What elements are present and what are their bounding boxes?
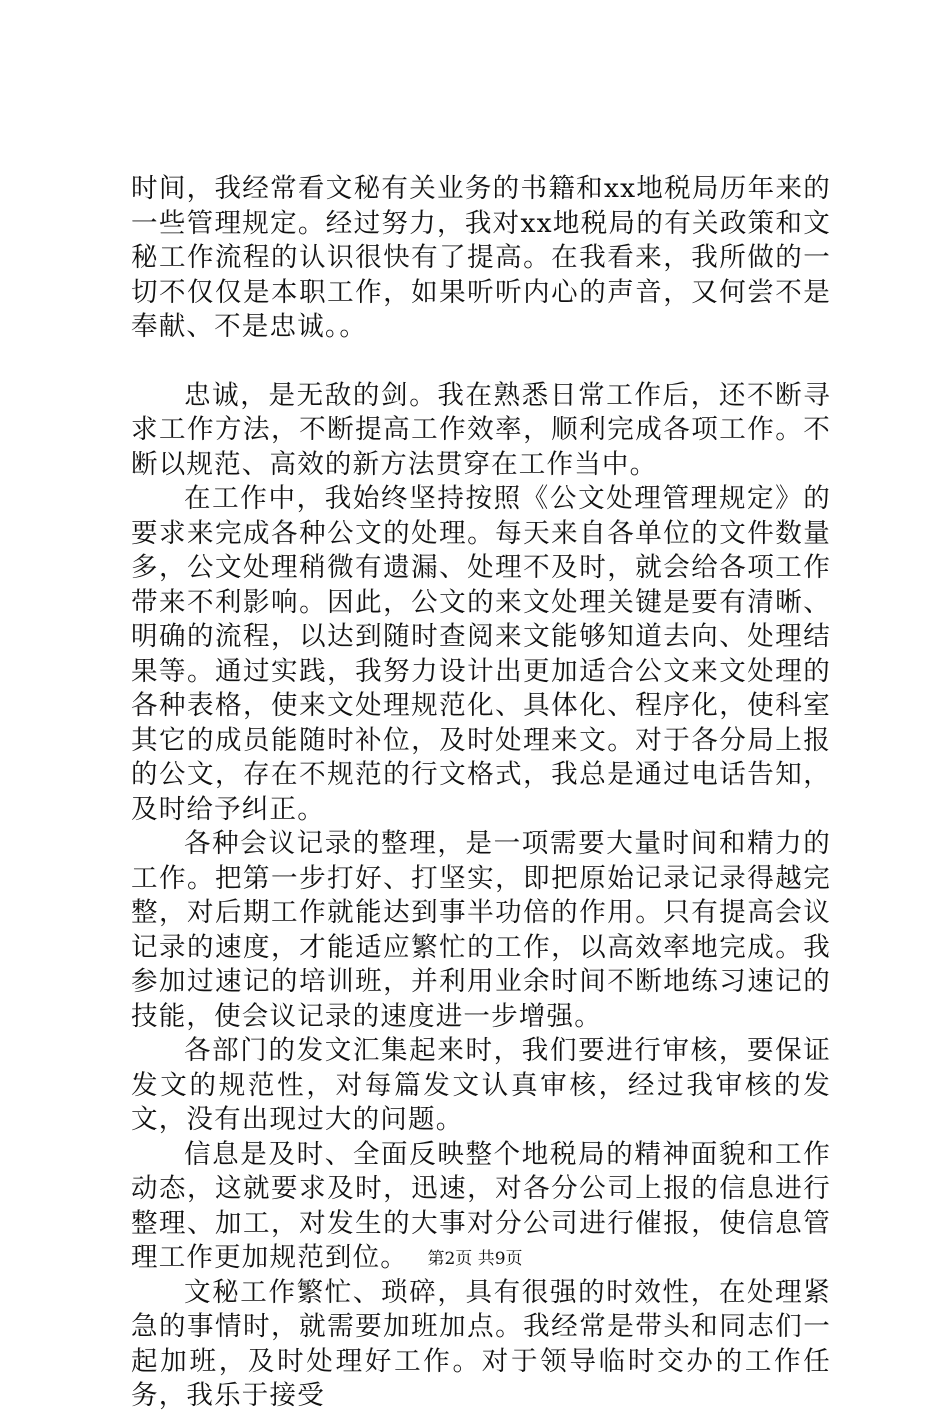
paragraph-3: 在工作中，我始终坚持按照《公文处理管理规定》的要求来完成各种公文的处理。每天来自各单位的文件数量多，公文处理稍微有遗漏、处理不及时，就会给各项工作带来不利影响。因此，公文的来文处理关键是要有清晰、明确的流程，以达到随时查阅来文能够知道去向、处理结果等。通过实践，我努力设计出更加适合公文来文处理的各种表格，使来文处理规范化、具体化、程序化，使科室其它的成员能随时补位，及时处理来文。对于各分局上报的公文，存在不规范的行文格式，我总是通过电话告知，及时给予纠正。 <box>131 483 831 825</box>
paragraph-1: 时间，我经常看文秘有关业务的书籍和xx地税局历年来的一些管理规定。经过努力，我对xx地税局的有关政策和文秘工作流程的认识很快有了提高。在我看来，我所做的一切不仅仅是本职工作，如果听听内心的声音，又何尝不是奉献、不是忠诚。。 <box>131 173 831 342</box>
document-body <box>131 172 831 1414</box>
paragraph-4: 各种会议记录的整理，是一项需要大量时间和精力的工作。把第一步打好、打坚实，即把原始记录记录得越完整，对后期工作就能达到事半功倍的作用。只有提高会议记录的速度，才能适应繁忙的工作，以高效率地完成。我参加过速记的培训班，并利用业余时间不断地练习速记的技能，使会议记录的速度进一步增强。 <box>131 828 831 1032</box>
paragraph-5: 各部门的发文汇集起来时，我们要进行审核，要保证发文的规范性，对每篇发文认真审核，经过我审核的发文，没有出现过大的问题。 <box>131 1035 831 1135</box>
paragraph-2: 忠诚，是无敌的剑。我在熟悉日常工作后，还不断寻求工作方法，不断提高工作效率，顺利完成各项工作。不断以规范、高效的新方法贯穿在工作当中。 <box>131 379 831 480</box>
paragraph-7: 文秘工作繁忙、琐碎，具有很强的时效性，在处理紧急的事情时，就需要加班加点。我经常是带头和同志们一起加班，及时处理好工作。对于领导临时交办的工作任务，我乐于接受 <box>131 1276 831 1411</box>
page-footer: 第2页 共9页 <box>427 1249 523 1269</box>
paragraph-6: 信息是及时、全面反映整个地税局的精神面貌和工作动态，这就要求及时，迅速，对各分公司上报的信息进行整理、加工，对发生的大事对分公司进行催报，使信息管理工作更加规范到位。 <box>131 1138 831 1273</box>
